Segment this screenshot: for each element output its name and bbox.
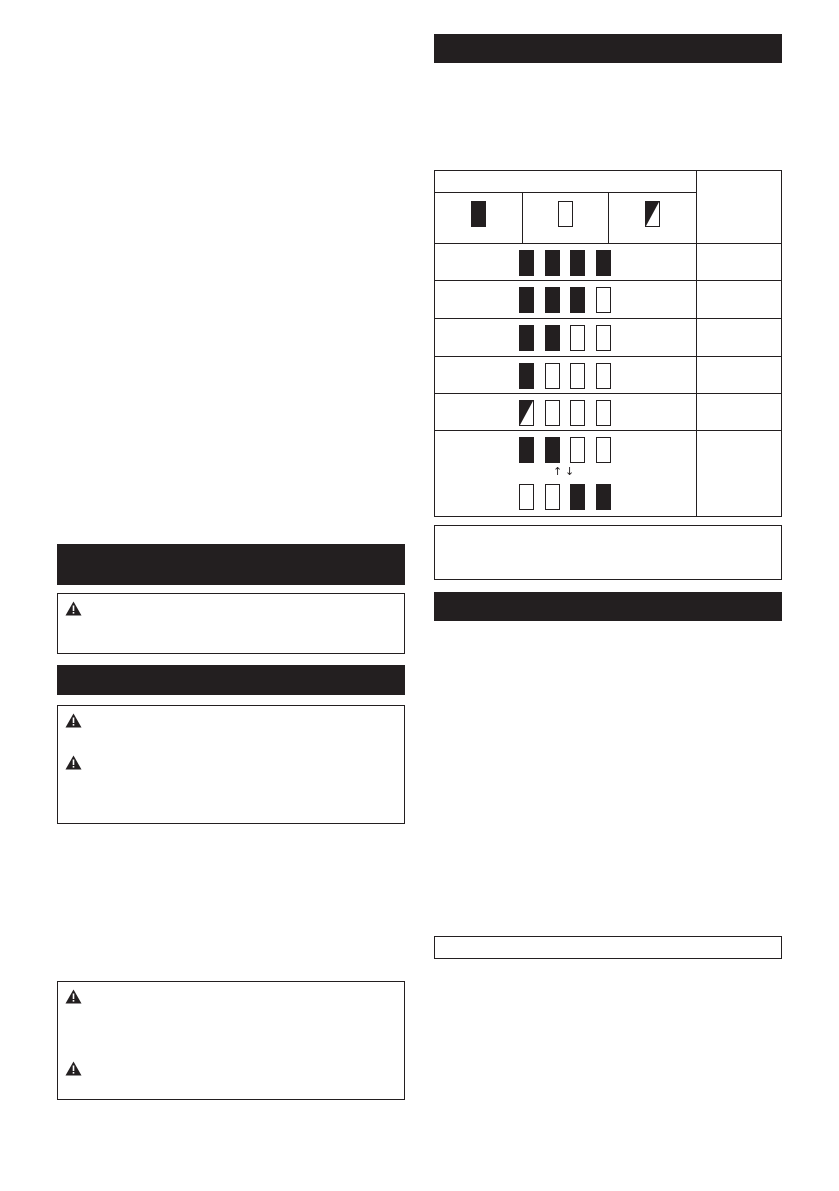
battery-cell-lit [471, 201, 486, 227]
battery-cell-off [558, 201, 573, 227]
battery-cell-off [596, 363, 611, 389]
table-rule [435, 393, 781, 394]
battery-cell-lit [545, 250, 560, 276]
battery-cell-blinking [645, 201, 660, 227]
section-heading-bar-2 [57, 665, 405, 695]
table-rule [435, 356, 781, 357]
table-rule [608, 192, 609, 243]
battery-cell-lit [519, 287, 534, 313]
section-heading-bar-3 [434, 34, 782, 63]
section-heading-bar-4 [434, 592, 782, 621]
warning-triangle-icon [65, 1061, 82, 1076]
table-rule [435, 192, 696, 193]
battery-cell-off [596, 287, 611, 313]
table-rule [435, 318, 781, 319]
note-box-2 [434, 936, 782, 959]
battery-cell-off [570, 363, 585, 389]
table-rule [435, 280, 781, 281]
battery-cell-lit [519, 363, 534, 389]
battery-cell-lit [545, 437, 560, 463]
battery-cell-lit [545, 325, 560, 351]
battery-cell-lit [570, 484, 585, 510]
battery-cell-lit [519, 437, 534, 463]
table-rule [522, 192, 523, 243]
battery-cell-off [545, 400, 560, 426]
battery-cell-off [596, 325, 611, 351]
warning-box-1 [57, 593, 405, 654]
warning-box-3 [57, 981, 405, 1100]
battery-cell-lit [545, 287, 560, 313]
battery-cell-lit [570, 287, 585, 313]
warning-triangle-icon [65, 601, 82, 616]
warning-triangle-icon [65, 713, 82, 728]
warning-box-2 [57, 705, 405, 824]
warning-triangle-icon [65, 989, 82, 1004]
battery-cell-lit [596, 484, 611, 510]
section-heading-bar-1 [57, 544, 405, 585]
note-box [434, 525, 782, 580]
battery-cell-lit [596, 250, 611, 276]
battery-cell-lit [570, 250, 585, 276]
battery-cell-blinking [519, 400, 534, 426]
table-rule [696, 171, 697, 516]
battery-cell-lit [519, 250, 534, 276]
warning-triangle-icon [65, 755, 82, 770]
battery-cell-off [545, 363, 560, 389]
battery-cell-off [519, 484, 534, 510]
table-rule [435, 243, 781, 244]
battery-cell-off [596, 400, 611, 426]
battery-cell-lit [519, 325, 534, 351]
battery-cell-off [570, 400, 585, 426]
battery-cell-off [570, 325, 585, 351]
arrow-down-icon: ↓ [565, 465, 575, 478]
battery-cell-off [545, 484, 560, 510]
battery-cell-off [570, 437, 585, 463]
battery-indicator-table [434, 170, 782, 517]
arrow-up-icon: ↑ [553, 465, 563, 478]
table-rule [435, 430, 781, 431]
battery-cell-off [596, 437, 611, 463]
